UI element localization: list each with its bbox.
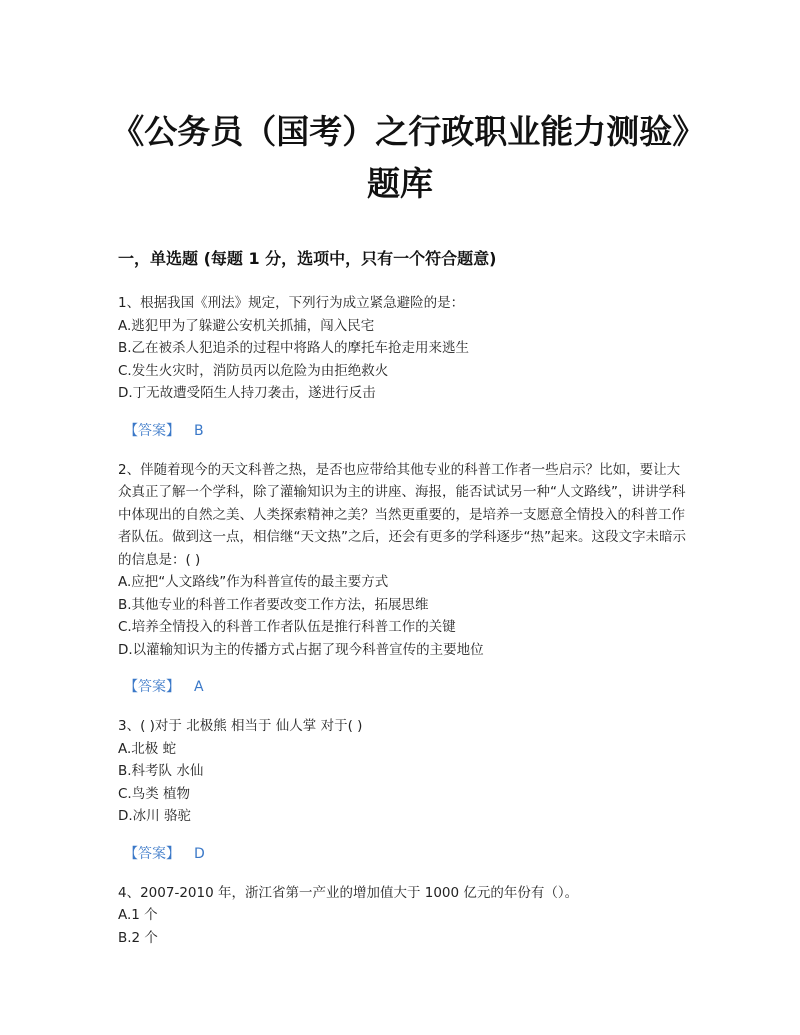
answer-value: B [194, 422, 204, 439]
option-d: D.以灌输知识为主的传播方式占据了现今科普宣传的主要地位 [118, 641, 484, 658]
option-b: B.其他专业的科普工作者要改变工作方法，拓展思维 [118, 596, 429, 613]
question-list [118, 292, 688, 949]
document-title: 《公务员（国考）之行政职业能力测验》题库 [111, 112, 689, 203]
question-3 [118, 715, 688, 865]
question-2 [118, 459, 688, 699]
option-b: B.乙在被杀人犯追杀的过程中将路人的摩托车抢走用来逃生 [118, 340, 470, 356]
option-c: C.发生火灾时，消防员丙以危险为由拒绝救火 [118, 362, 389, 379]
question-stem: 4、2007-2010 年，浙江省第一产业的增加值大于 1000 亿元的年份有（）。 [118, 884, 579, 901]
question-stem: 2、伴随着现今的天文科普之热，是否也应带给其他专业的科普工作者一些启示？比如，要让大众真正了解一个学科，除了灌输知识为主的讲座、海报，能否试试另一种“人文路线”，讲讲学科中体现出的自然之美、人类探索精神之美？当然更重要的，是培养一支愿意全情投入的科普工作者队伍。做到这一点，相信继“天文热”之后，还会有更多的学科逐步“热”起来。这段文字未暗示的信息是：( ) [118, 461, 686, 568]
answer-row [124, 676, 688, 698]
option-a: A.应把“人文路线”作为科普宣传的最主要方式 [118, 574, 389, 590]
answer-label: 【答案】 [124, 845, 180, 862]
answer-label: 【答案】 [124, 422, 180, 439]
question-stem: 1、根据我国《刑法》规定，下列行为成立紧急避险的是： [118, 295, 465, 311]
answer-value: D [194, 845, 205, 862]
question-4 [118, 882, 688, 950]
option-a: A.1 个 [118, 907, 158, 923]
option-d: D.冰川 骆驼 [118, 808, 191, 824]
option-a: A.北极 蛇 [118, 740, 177, 757]
option-c: C.培养全情投入的科普工作者队伍是推行科普工作的关键 [118, 619, 456, 635]
option-c: C.鸟类 植物 [118, 785, 191, 802]
answer-value: A [194, 679, 204, 695]
section-heading: 一，单选题 (每题 1 分，选项中，只有一个符合题意) [118, 249, 497, 268]
option-a: A.逃犯甲为了躲避公安机关抓捕，闯入民宅 [118, 317, 375, 334]
question-1 [118, 292, 688, 442]
answer-label: 【答案】 [124, 679, 180, 695]
option-d: D.丁无故遭受陌生人持刀袭击，遂进行反击 [118, 385, 376, 401]
question-stem: 3、( )对于 北极熊 相当于 仙人掌 对于( ) [118, 718, 363, 734]
option-b: B.2 个 [118, 929, 158, 946]
answer-row [124, 843, 688, 865]
option-b: B.科考队 水仙 [118, 763, 204, 779]
answer-row [124, 420, 688, 442]
